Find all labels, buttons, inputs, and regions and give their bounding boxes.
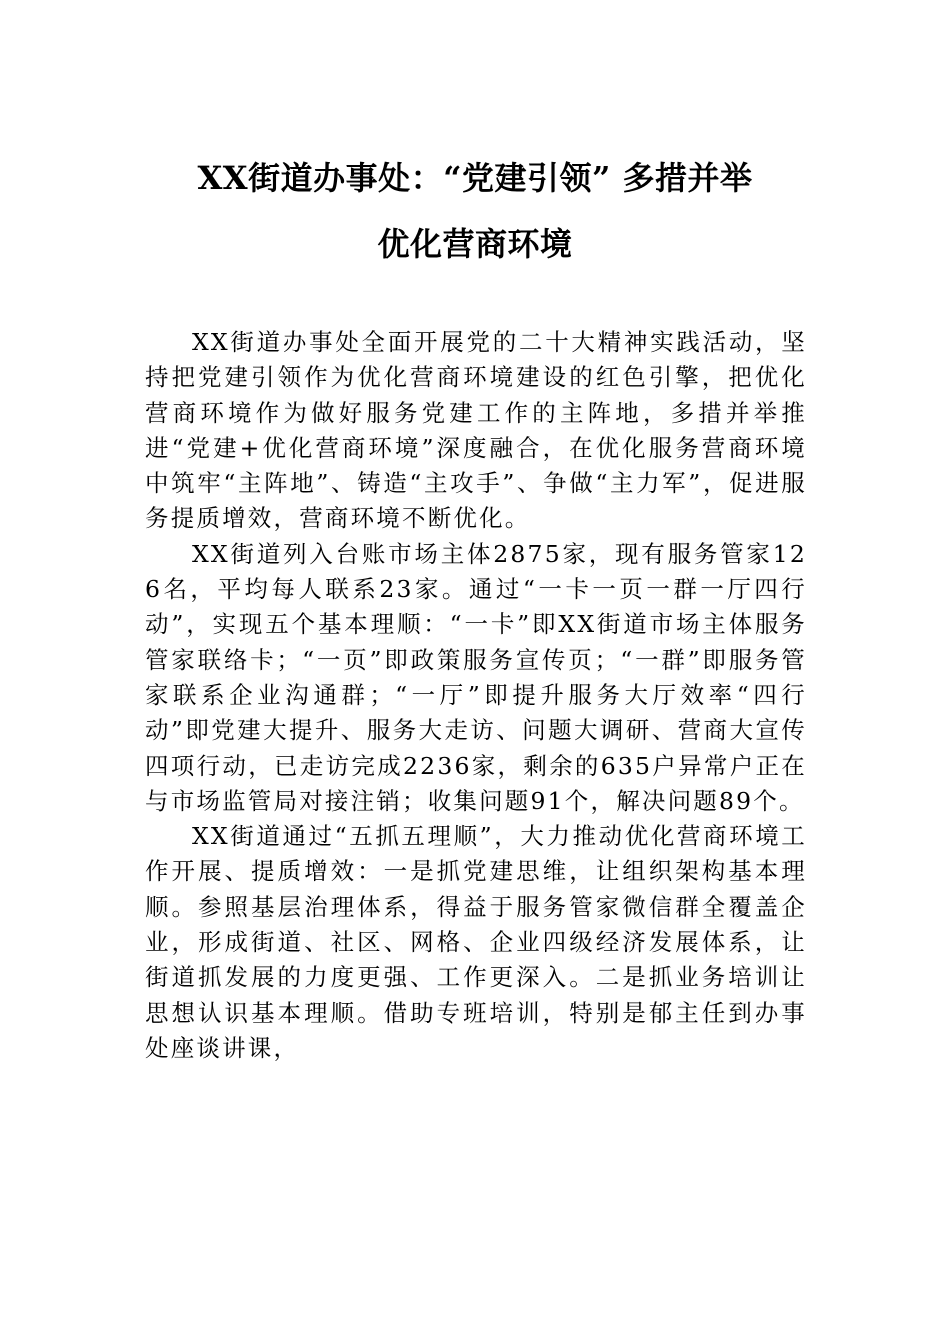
body-paragraph-3: XX街道通过“五抓五理顺”，大力推动优化营商环境工作开展、提质增效：一是抓党建思维，让组织架构基本理顺。参照基层治理体系，得益于服务管家微信群全覆盖企业，形成街道、社区、网格、企业四级经济发展体系，让街道抓发展的力度更强、工作更深入。二是抓业务培训让思想认识基本理顺。借助专班培训，特别是郁主任到办事处座谈讲课，	[145, 822, 807, 1062]
document-title	[120, 158, 830, 264]
document-body	[145, 325, 807, 1066]
title-line-2: 优化营商环境	[377, 225, 573, 263]
body-paragraph-2: XX街道列入台账市场主体2875家，现有服务管家126名，平均每人联系23家。通过“一卡一页一群一厅四行动”，实现五个基本理顺：“一卡”即XX街道市场主体服务管家联络卡；“一页”即政策服务宣传页；“一群”即服务管家联系企业沟通群；“一厅”即提升服务大厅效率“四行动”即党建大提升、服务大走访、问题大调研、营商大宣传四项行动，已走访完成2236家，剩余的635户异常户正在与市场监管局对接注销；收集问题91个，解决问题89个。	[145, 539, 807, 815]
body-paragraph-1: XX街道办事处全面开展党的二十大精神实践活动，坚持把党建引领作为优化营商环境建设的红色引擎，把优化营商环境作为做好服务党建工作的主阵地，多措并举推进“党建+优化营商环境”深度融合，在优化服务营商环境中筑牢“主阵地”、铸造“主攻手”、争做“主力军”，促进服务提质增效，营商环境不断优化。	[145, 328, 807, 533]
title-line-1: XX街道办事处：“党建引领” 多措并举	[197, 159, 753, 197]
